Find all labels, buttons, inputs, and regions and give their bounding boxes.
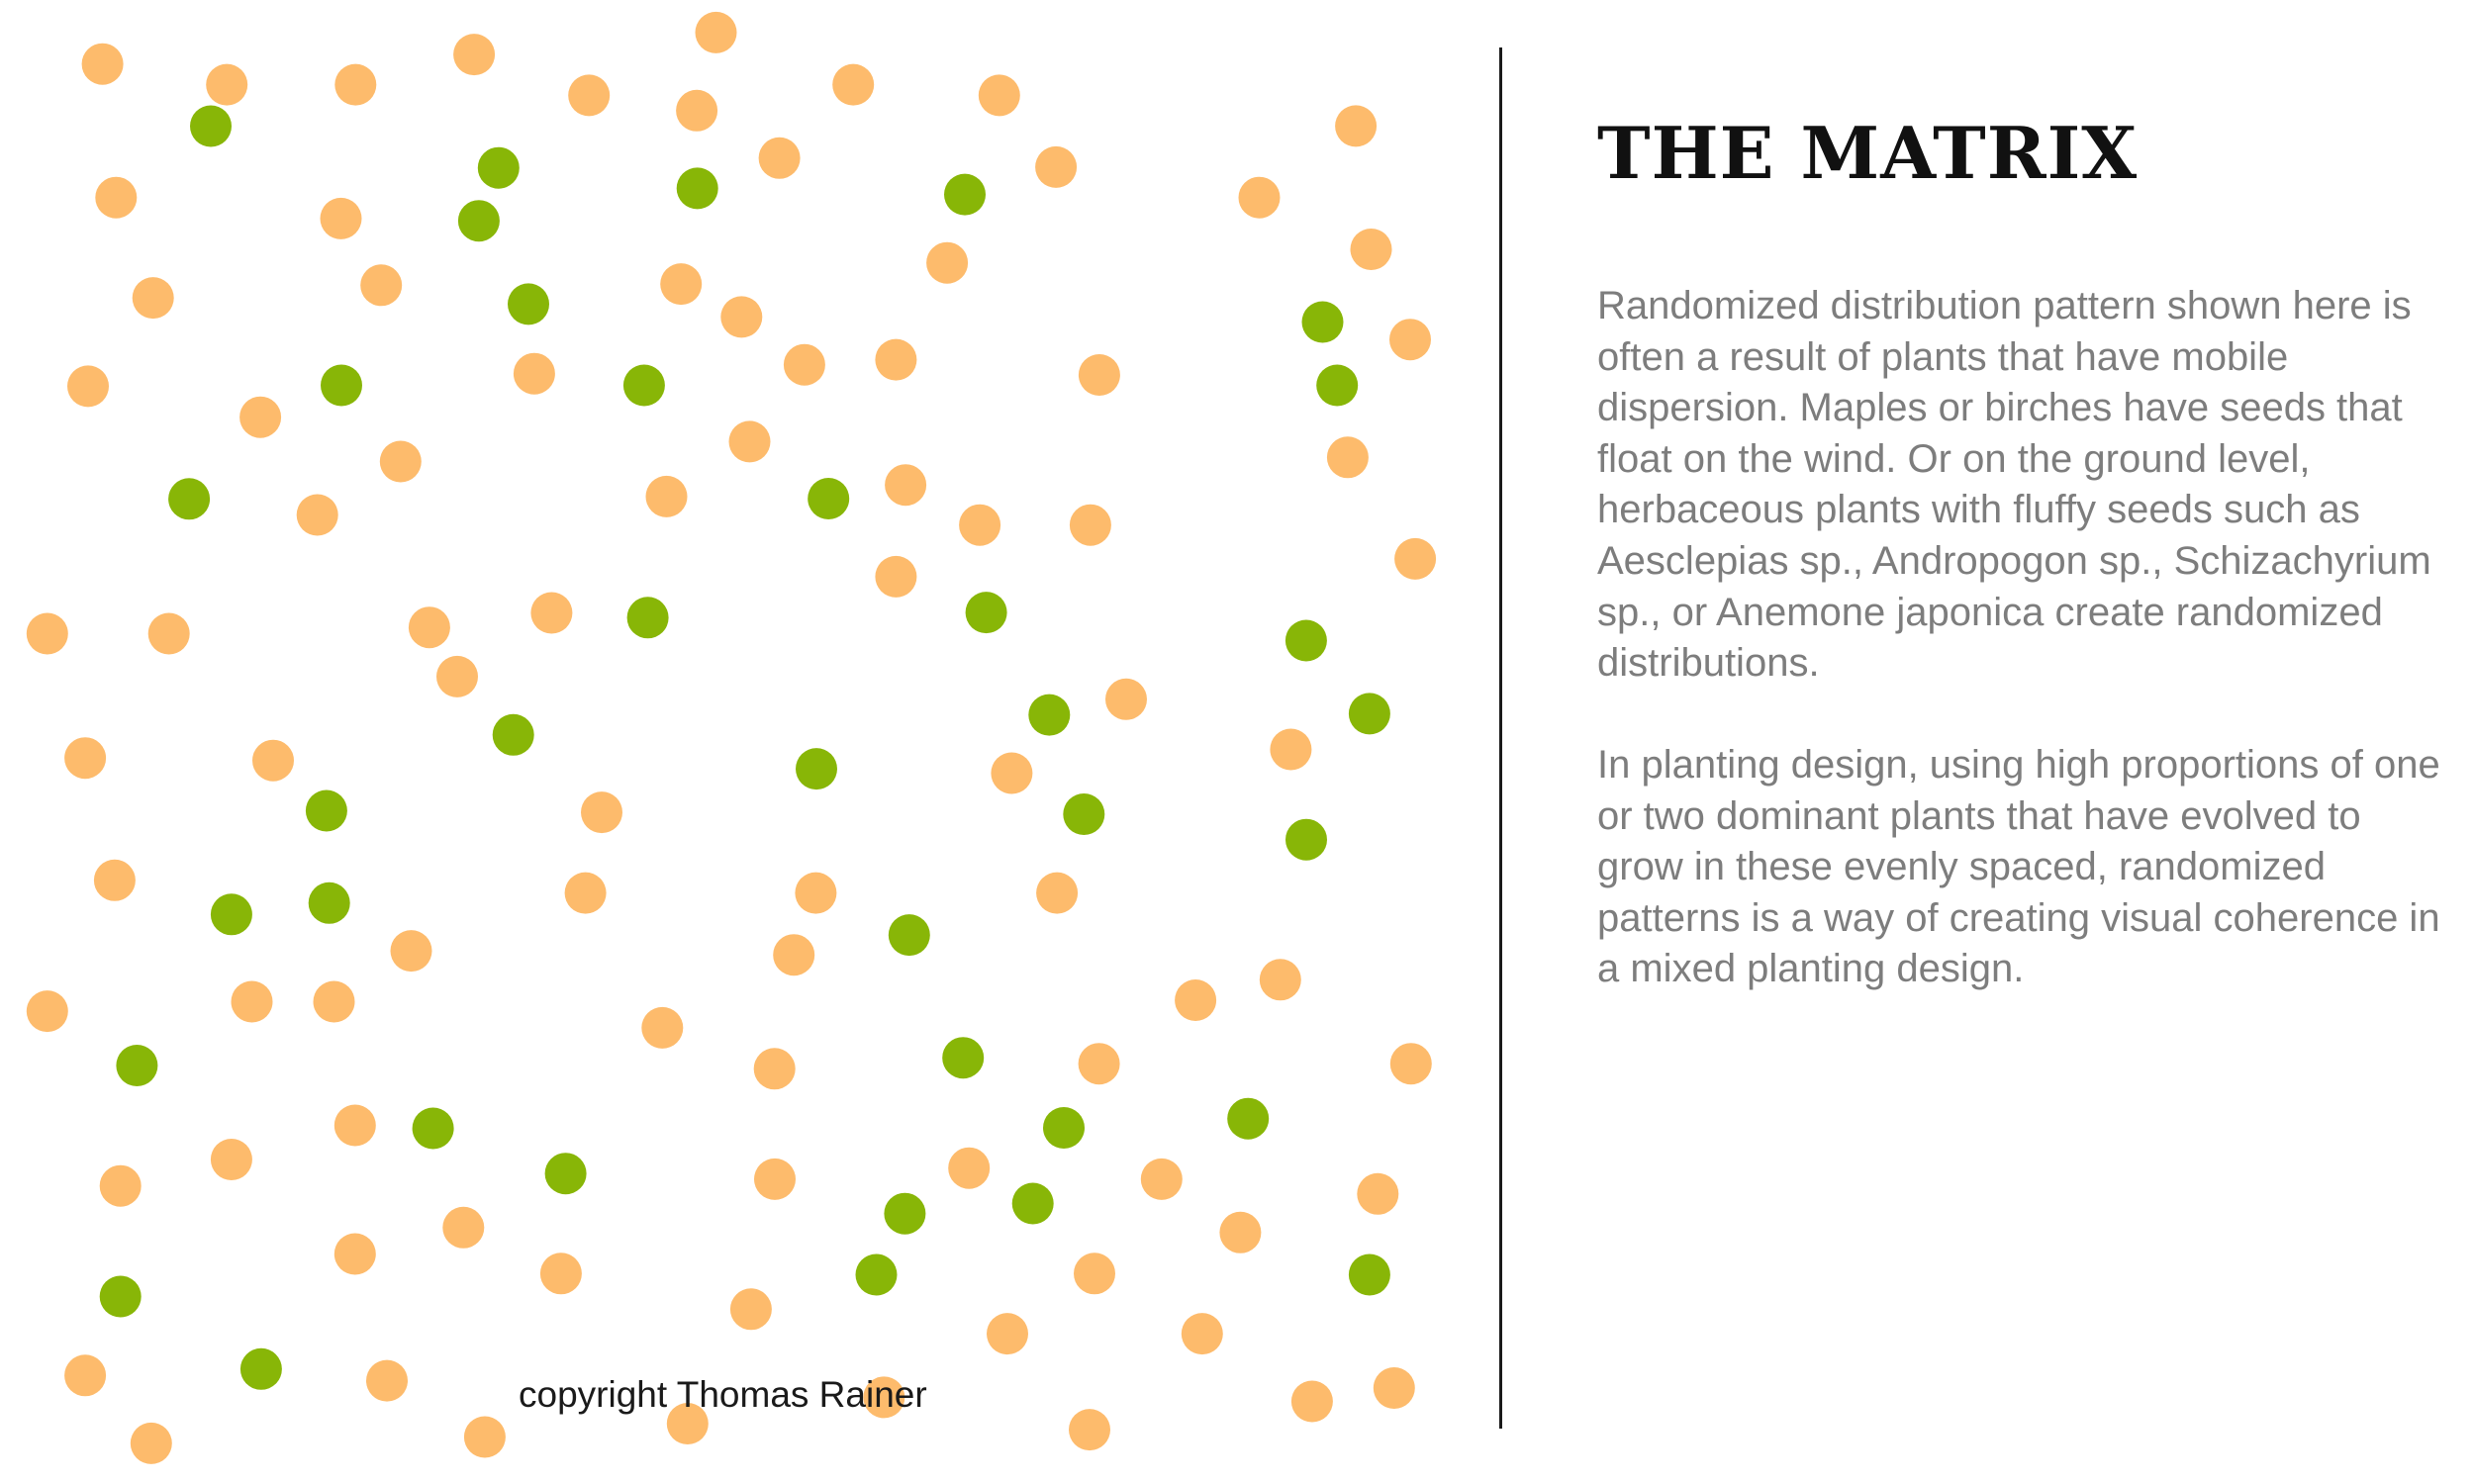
orange-plant-dot bbox=[696, 12, 737, 53]
orange-plant-dot bbox=[1069, 1409, 1110, 1450]
orange-plant-dot bbox=[1351, 229, 1392, 270]
orange-plant-dot bbox=[252, 740, 294, 782]
description-paragraph-1: Randomized distribution pattern shown here is often a result of plants that have mobile dispersion. Maples or birches have seeds that float on the wind. Or on the ground level, herbaceous plants with fluffy seeds such as Aesclepias sp., Andropogon sp., Schizachyrium sp., or Anemone japonica create randomized distributions. bbox=[1597, 284, 2431, 686]
orange-plant-dot bbox=[784, 344, 825, 386]
orange-plant-dot bbox=[979, 74, 1020, 116]
green-plant-dot bbox=[796, 748, 837, 789]
orange-plant-dot bbox=[1394, 538, 1436, 580]
orange-plant-dot bbox=[754, 1159, 796, 1200]
orange-plant-dot bbox=[67, 365, 109, 407]
orange-plant-dot bbox=[391, 930, 432, 972]
green-plant-dot bbox=[1043, 1107, 1085, 1149]
orange-plant-dot bbox=[321, 198, 362, 239]
orange-plant-dot bbox=[795, 873, 836, 914]
green-plant-dot bbox=[493, 714, 534, 756]
orange-plant-dot bbox=[1357, 1173, 1398, 1215]
orange-plant-dot bbox=[314, 981, 355, 1023]
orange-plant-dot bbox=[1390, 1043, 1432, 1084]
orange-plant-dot bbox=[442, 1207, 484, 1249]
green-plant-dot bbox=[1063, 793, 1104, 835]
orange-plant-dot bbox=[380, 441, 422, 483]
orange-plant-dot bbox=[211, 1139, 252, 1180]
green-plant-dot bbox=[1012, 1183, 1054, 1225]
orange-plant-dot bbox=[297, 495, 338, 536]
orange-plant-dot bbox=[366, 1360, 408, 1402]
green-plant-dot bbox=[309, 882, 350, 924]
orange-plant-dot bbox=[82, 44, 124, 85]
orange-plant-dot bbox=[1182, 1313, 1223, 1354]
orange-plant-dot bbox=[987, 1313, 1028, 1354]
green-plant-dot bbox=[944, 174, 986, 216]
orange-plant-dot bbox=[94, 860, 136, 901]
orange-plant-dot bbox=[720, 296, 762, 337]
green-plant-dot bbox=[306, 790, 347, 832]
orange-plant-dot bbox=[409, 606, 450, 648]
orange-plant-dot bbox=[1074, 1252, 1115, 1294]
orange-plant-dot bbox=[832, 64, 874, 106]
green-plant-dot bbox=[942, 1037, 984, 1078]
green-plant-dot bbox=[623, 365, 665, 407]
green-plant-dot bbox=[1349, 693, 1390, 734]
green-plant-dot bbox=[627, 597, 669, 638]
green-plant-dot bbox=[1316, 365, 1358, 407]
orange-plant-dot bbox=[334, 1105, 376, 1147]
orange-plant-dot bbox=[464, 1417, 506, 1458]
orange-plant-dot bbox=[1239, 177, 1281, 219]
orange-plant-dot bbox=[1070, 505, 1111, 546]
orange-plant-dot bbox=[436, 656, 478, 697]
orange-plant-dot bbox=[1260, 959, 1301, 1000]
orange-plant-dot bbox=[875, 556, 916, 598]
page-title: THE MATRIX bbox=[1597, 111, 2139, 195]
orange-plant-dot bbox=[1335, 105, 1377, 146]
green-plant-dot bbox=[545, 1153, 587, 1194]
orange-plant-dot bbox=[1036, 873, 1078, 914]
orange-plant-dot bbox=[131, 1423, 172, 1464]
orange-plant-dot bbox=[885, 464, 926, 506]
orange-plant-dot bbox=[754, 1048, 796, 1089]
green-plant-dot bbox=[889, 914, 930, 956]
description-paragraph-2: In planting design, using high proportions of one or two dominant plants that have evolved to grow in these evenly spaced, randomized patterns is a way of creating visual coherence in a mixed planting design. bbox=[1597, 743, 2440, 991]
orange-plant-dot bbox=[1141, 1159, 1183, 1200]
orange-plant-dot bbox=[540, 1252, 582, 1294]
orange-plant-dot bbox=[1079, 354, 1120, 396]
orange-plant-dot bbox=[1374, 1367, 1415, 1409]
orange-plant-dot bbox=[334, 64, 376, 106]
copyright-notice: copyright Thomas Rainer bbox=[519, 1374, 927, 1415]
orange-plant-dot bbox=[991, 753, 1032, 794]
orange-plant-dot bbox=[95, 177, 137, 219]
orange-plant-dot bbox=[565, 873, 607, 914]
green-plant-dot bbox=[458, 200, 500, 241]
orange-plant-dot bbox=[148, 613, 190, 655]
vertical-divider bbox=[1499, 47, 1502, 1429]
green-plant-dot bbox=[884, 1193, 925, 1235]
orange-plant-dot bbox=[660, 263, 702, 305]
orange-plant-dot bbox=[1270, 729, 1311, 771]
orange-plant-dot bbox=[1219, 1212, 1261, 1253]
green-plant-dot bbox=[808, 478, 849, 519]
green-plant-dot bbox=[1302, 302, 1344, 343]
green-plant-dot bbox=[240, 1348, 282, 1390]
green-plant-dot bbox=[508, 283, 549, 325]
orange-plant-dot bbox=[27, 990, 68, 1032]
orange-plant-dot bbox=[759, 138, 801, 179]
orange-plant-dot bbox=[875, 339, 916, 381]
orange-plant-dot bbox=[641, 1007, 683, 1049]
orange-plant-dot bbox=[581, 791, 622, 833]
orange-plant-dot bbox=[730, 1288, 772, 1330]
orange-plant-dot bbox=[64, 1354, 106, 1396]
orange-plant-dot bbox=[1175, 979, 1216, 1021]
orange-plant-dot bbox=[568, 74, 610, 116]
orange-plant-dot bbox=[453, 34, 495, 75]
orange-plant-dot bbox=[1079, 1043, 1120, 1084]
green-plant-dot bbox=[100, 1276, 142, 1318]
orange-plant-dot bbox=[773, 934, 814, 975]
orange-plant-dot bbox=[926, 242, 968, 284]
green-plant-dot bbox=[211, 893, 252, 935]
orange-plant-dot bbox=[1035, 146, 1077, 188]
green-plant-dot bbox=[1285, 819, 1327, 861]
orange-plant-dot bbox=[530, 593, 572, 634]
green-plant-dot bbox=[856, 1254, 898, 1296]
orange-plant-dot bbox=[1105, 679, 1147, 720]
green-plant-dot bbox=[1028, 695, 1070, 736]
orange-plant-dot bbox=[206, 64, 247, 106]
green-plant-dot bbox=[1285, 620, 1327, 662]
orange-plant-dot bbox=[27, 613, 68, 655]
green-plant-dot bbox=[1349, 1254, 1390, 1296]
orange-plant-dot bbox=[232, 981, 273, 1023]
orange-plant-dot bbox=[729, 420, 771, 462]
orange-plant-dot bbox=[360, 264, 402, 306]
green-plant-dot bbox=[966, 592, 1007, 633]
orange-plant-dot bbox=[514, 353, 555, 395]
orange-plant-dot bbox=[1327, 436, 1369, 478]
orange-plant-dot bbox=[133, 277, 174, 319]
orange-plant-dot bbox=[1389, 319, 1431, 360]
orange-plant-dot bbox=[64, 737, 106, 779]
green-plant-dot bbox=[321, 365, 362, 407]
green-plant-dot bbox=[413, 1108, 454, 1150]
orange-plant-dot bbox=[239, 397, 281, 438]
orange-plant-dot bbox=[334, 1234, 376, 1275]
green-plant-dot bbox=[190, 106, 232, 147]
green-plant-dot bbox=[1227, 1098, 1269, 1140]
green-plant-dot bbox=[116, 1045, 157, 1086]
orange-plant-dot bbox=[100, 1165, 142, 1207]
orange-plant-dot bbox=[1291, 1381, 1333, 1423]
green-plant-dot bbox=[677, 167, 718, 209]
orange-plant-dot bbox=[676, 90, 717, 132]
orange-plant-dot bbox=[959, 505, 1000, 546]
green-plant-dot bbox=[478, 147, 520, 189]
orange-plant-dot bbox=[948, 1148, 990, 1189]
green-plant-dot bbox=[168, 478, 210, 519]
orange-plant-dot bbox=[646, 476, 688, 517]
